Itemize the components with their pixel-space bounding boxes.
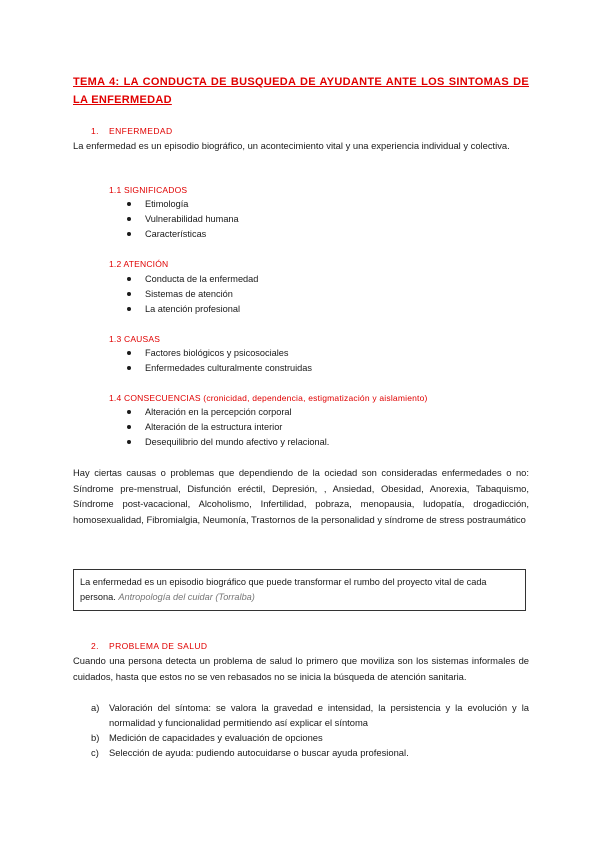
list-item-text: Selección de ayuda: pudiendo autocuidarse o buscar ayuda profesional.: [109, 747, 409, 758]
subsection-1-2-heading: 1.2 ATENCIÓN: [109, 259, 169, 269]
list-marker: a): [91, 702, 100, 713]
section-1-intro: La enfermedad es un episodio biográfico, un acontecimiento vital y una experiencia individual y colectiva.: [73, 140, 510, 151]
list-item: Sistemas de atención: [127, 287, 258, 302]
section-2-title: PROBLEMA DE SALUD: [109, 641, 208, 651]
section-2-list: [91, 700, 529, 760]
section-1-title: ENFERMEDAD: [109, 126, 173, 136]
list-item: Conducta de la enfermedad: [127, 272, 258, 287]
list-item: La atención profesional: [127, 302, 258, 317]
quote-source: Antropología del cuidar (Torralba): [118, 592, 255, 602]
list-item: Factores biológicos y psicosociales: [127, 346, 312, 361]
list-item: [91, 730, 529, 745]
list-item-text: Medición de capacidades y evaluación de opciones: [109, 732, 323, 743]
subsection-1-1-list: [127, 197, 239, 241]
document-title: TEMA 4: LA CONDUCTA DE BUSQUEDA DE AYUDANTE ANTE LOS SINTOMAS DE LA ENFERMEDAD: [73, 76, 529, 106]
list-item: Enfermedades culturalmente construidas: [127, 361, 312, 376]
section-2-heading: [91, 641, 207, 651]
quote-text: La enfermedad es un episodio biográfico que puede transformar el rumbo del proyecto vital de cada persona.: [80, 577, 487, 602]
list-item: Desequilibrio del mundo afectivo y relacional.: [127, 435, 329, 450]
section-1-number: 1.: [91, 126, 99, 136]
subsection-1-4-heading: 1.4 CONSECUENCIAS (cronicidad, dependencia, estigmatización y aislamiento): [109, 393, 428, 403]
list-item-text: Valoración del síntoma: se valora la gravedad e intensidad, la persistencia y la evolución y la normalidad y funcionalidad permitiendo así explicar el síntoma: [109, 702, 529, 728]
subsection-1-3-list: [127, 346, 312, 376]
section-1-paragraph: Hay ciertas causas o problemas que dependiendo de la ociedad son consideradas enfermedades o no: Síndrome pre-menstrual, Disfunción eréctil, Depresión, , Ansiedad, Obesidad, Anorexia, Tabaquismo, Síndrome post-vacacional, Alcoholismo, Infertilidad, pobraza, menopausia, ludopatía, drogadicción, homosexualidad, Fibromialgia, Neumonía, Trastornos de la personalidad y síndrome de stress postraumático: [73, 467, 529, 525]
section-2-number: 2.: [91, 641, 99, 651]
list-item: Alteración de la estructura interior: [127, 420, 329, 435]
list-item: Vulnerabilidad humana: [127, 212, 239, 227]
list-item: [91, 700, 529, 730]
list-item: Características: [127, 227, 239, 242]
list-item: Etimología: [127, 197, 239, 212]
subsection-1-4-list: [127, 405, 329, 449]
subsection-1-1-heading: 1.1 SIGNIFICADOS: [109, 185, 188, 195]
list-item: Alteración en la percepción corporal: [127, 405, 329, 420]
quote-box: [73, 569, 526, 611]
subsection-1-2-list: [127, 272, 258, 316]
list-item: [91, 745, 529, 760]
list-marker: b): [91, 732, 100, 743]
list-marker: c): [91, 747, 99, 758]
section-1-heading: [91, 126, 173, 136]
subsection-1-3-heading: 1.3 CAUSAS: [109, 334, 161, 344]
section-2-intro: Cuando una persona detecta un problema de salud lo primero que moviliza son los sistemas informales de cuidados, hasta que estos no se ven rebasados no se inicia la búsqueda de atención sanitaria.: [73, 655, 529, 682]
